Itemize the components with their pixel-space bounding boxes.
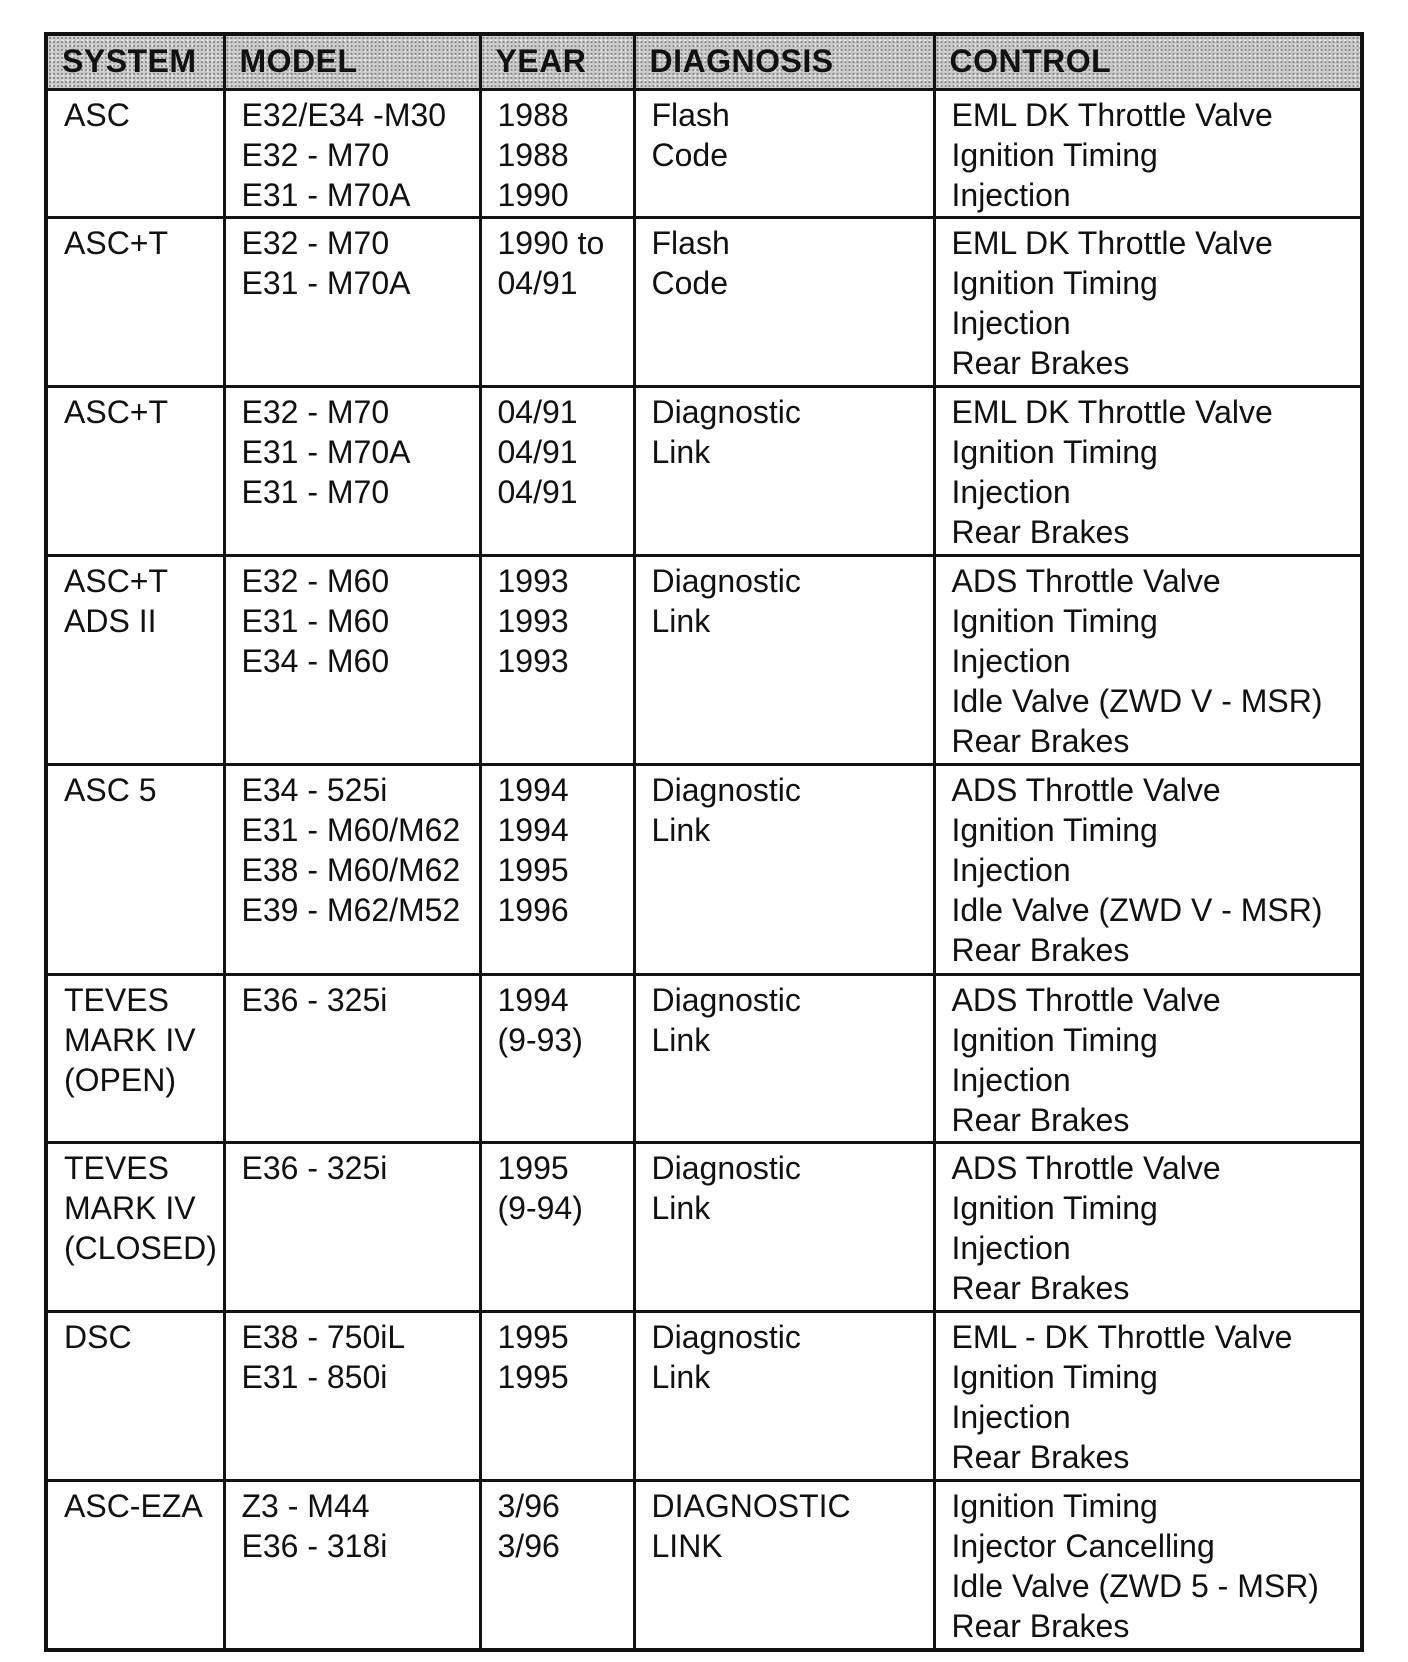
diagnosis-line: Link: [651, 1021, 711, 1058]
model-line: E34 - M60: [241, 643, 390, 680]
system-line: TEVES: [64, 1150, 169, 1187]
cell-year: [480, 1312, 634, 1481]
year-line: 1990 to: [497, 225, 605, 262]
system-line: ADS II: [64, 603, 157, 640]
year-line: 04/91: [497, 474, 578, 511]
diagnosis-line: Flash: [651, 225, 730, 262]
cell-system: [46, 556, 224, 765]
model-line: E31 - 850i: [241, 1359, 388, 1396]
model-line: E32 - M70: [241, 137, 390, 173]
table-header-row: [46, 34, 1362, 90]
control-line: EML DK Throttle Valve: [951, 225, 1273, 262]
header-year: YEAR: [480, 34, 634, 90]
year-line: 04/91: [497, 265, 578, 302]
cell-diagnosis: [634, 1481, 934, 1650]
control-line: EML DK Throttle Valve: [951, 97, 1273, 133]
model-line: E34 - 525i: [241, 772, 388, 809]
cell-system: [46, 218, 224, 387]
control-line: Injection: [951, 1061, 1071, 1098]
system-line: DSC: [64, 1319, 132, 1356]
year-line: 1994: [497, 772, 569, 809]
control-line: Ignition Timing: [951, 1190, 1158, 1227]
diagnosis-line: Code: [651, 137, 728, 173]
cell-model: [224, 974, 480, 1143]
control-line: Ignition Timing: [951, 1488, 1158, 1525]
diagnosis-line: Link: [651, 434, 711, 471]
year-line: (9-93): [497, 1021, 583, 1058]
system-line: TEVES: [64, 981, 169, 1018]
cell-control: [934, 974, 1362, 1143]
diagnosis-line: LINK: [651, 1528, 723, 1565]
cell-diagnosis: [634, 387, 934, 556]
control-line: EML DK Throttle Valve: [951, 394, 1273, 431]
control-line: Rear Brakes: [951, 1439, 1130, 1476]
cell-year: [480, 765, 634, 974]
control-line: Rear Brakes: [951, 1608, 1130, 1645]
year-line: 1994: [497, 812, 569, 849]
model-line: E39 - M62/M52: [241, 892, 461, 929]
year-line: 3/96: [497, 1488, 560, 1525]
header-control: CONTROL: [934, 34, 1362, 90]
cell-system: [46, 1481, 224, 1650]
table-row: [46, 387, 1362, 556]
model-line: E31 - M60: [241, 603, 390, 640]
cell-model: [224, 387, 480, 556]
system-line: MARK IV: [64, 1190, 196, 1227]
control-line: Rear Brakes: [951, 514, 1130, 551]
cell-control: [934, 1481, 1362, 1650]
table-row: [46, 1143, 1362, 1312]
cell-model: [224, 1481, 480, 1650]
model-line: E31 - M70A: [241, 265, 411, 302]
control-line: Ignition Timing: [951, 137, 1158, 173]
control-line: Ignition Timing: [951, 1359, 1158, 1396]
model-line: E36 - 318i: [241, 1528, 388, 1565]
table-row: [46, 974, 1362, 1143]
model-line: E36 - 325i: [241, 981, 388, 1018]
cell-model: [224, 765, 480, 974]
year-line: 1993: [497, 563, 569, 600]
control-line: Rear Brakes: [951, 1270, 1130, 1307]
control-line: Injection: [951, 1399, 1071, 1436]
cell-model: [224, 90, 480, 218]
model-line: E38 - 750iL: [241, 1319, 406, 1356]
year-line: 1993: [497, 603, 569, 640]
system-line: ASC-EZA: [64, 1488, 203, 1525]
model-line: E38 - M60/M62: [241, 852, 461, 889]
model-line: E31 - M70: [241, 474, 390, 511]
diagnosis-line: Diagnostic: [651, 394, 801, 431]
table-body: [46, 90, 1362, 1651]
model-line: E32/E34 -M30: [241, 97, 447, 133]
year-line: 1990: [497, 177, 569, 213]
control-line: Idle Valve (ZWD V - MSR): [951, 892, 1323, 929]
year-line: 1993: [497, 643, 569, 680]
diagnosis-line: Diagnostic: [651, 981, 801, 1018]
table-row: [46, 1481, 1362, 1650]
cell-year: [480, 556, 634, 765]
system-line: ASC: [64, 97, 130, 133]
control-line: Rear Brakes: [951, 932, 1130, 969]
year-line: 3/96: [497, 1528, 560, 1565]
model-line: E31 - M70A: [241, 434, 411, 471]
model-line: E31 - M70A: [241, 177, 411, 213]
header-diagnosis: DIAGNOSIS: [634, 34, 934, 90]
cell-control: [934, 1143, 1362, 1312]
system-line: ASC+T: [64, 394, 169, 431]
table-row: [46, 765, 1362, 974]
year-line: 1995: [497, 1319, 569, 1356]
control-line: ADS Throttle Valve: [951, 563, 1221, 600]
system-table: [44, 32, 1364, 1652]
model-line: E32 - M60: [241, 563, 390, 600]
cell-model: [224, 218, 480, 387]
control-line: Injection: [951, 474, 1071, 511]
year-line: 1995: [497, 1359, 569, 1396]
control-line: Rear Brakes: [951, 1101, 1130, 1138]
cell-year: [480, 974, 634, 1143]
cell-control: [934, 90, 1362, 218]
cell-system: [46, 1143, 224, 1312]
cell-year: [480, 387, 634, 556]
system-line: (OPEN): [64, 1061, 176, 1098]
diagnosis-line: Link: [651, 603, 711, 640]
system-line: ASC 5: [64, 772, 157, 809]
year-line: 1996: [497, 892, 569, 929]
cell-diagnosis: [634, 1312, 934, 1481]
diagnosis-line: Diagnostic: [651, 563, 801, 600]
model-line: E32 - M70: [241, 225, 390, 262]
diagnosis-line: Code: [651, 265, 728, 302]
diagnosis-line: Link: [651, 1190, 711, 1227]
control-line: Idle Valve (ZWD 5 - MSR): [951, 1568, 1319, 1605]
cell-year: [480, 1143, 634, 1312]
diagnosis-line: Flash: [651, 97, 730, 133]
model-line: E31 - M60/M62: [241, 812, 461, 849]
control-line: Injection: [951, 177, 1071, 213]
year-line: (9-94): [497, 1190, 583, 1227]
year-line: 1994: [497, 981, 569, 1018]
diagnosis-line: Link: [651, 1359, 711, 1396]
system-line: ASC+T: [64, 225, 169, 262]
cell-control: [934, 765, 1362, 974]
cell-system: [46, 90, 224, 218]
cell-year: [480, 218, 634, 387]
cell-system: [46, 1312, 224, 1481]
control-line: Ignition Timing: [951, 265, 1158, 302]
cell-control: [934, 556, 1362, 765]
diagnosis-line: Diagnostic: [651, 1150, 801, 1187]
cell-diagnosis: [634, 1143, 934, 1312]
cell-model: [224, 1312, 480, 1481]
control-line: Rear Brakes: [951, 723, 1130, 760]
control-line: Ignition Timing: [951, 434, 1158, 471]
model-line: E32 - M70: [241, 394, 390, 431]
cell-model: [224, 1143, 480, 1312]
cell-year: [480, 1481, 634, 1650]
diagnosis-line: Link: [651, 812, 711, 849]
control-line: Injector Cancelling: [951, 1528, 1215, 1565]
control-line: Rear Brakes: [951, 345, 1130, 382]
header-system: SYSTEM: [46, 34, 224, 90]
cell-control: [934, 387, 1362, 556]
cell-control: [934, 218, 1362, 387]
control-line: Ignition Timing: [951, 1021, 1158, 1058]
cell-diagnosis: [634, 90, 934, 218]
control-line: Idle Valve (ZWD V - MSR): [951, 683, 1323, 720]
cell-diagnosis: [634, 765, 934, 974]
table-row: [46, 556, 1362, 765]
control-line: Ignition Timing: [951, 812, 1158, 849]
year-line: 04/91: [497, 394, 578, 431]
table-row: [46, 1312, 1362, 1481]
table-row: [46, 218, 1362, 387]
cell-year: [480, 90, 634, 218]
cell-system: [46, 974, 224, 1143]
control-line: ADS Throttle Valve: [951, 772, 1221, 809]
model-line: Z3 - M44: [241, 1488, 370, 1525]
year-line: 1988: [497, 137, 569, 173]
year-line: 1995: [497, 852, 569, 889]
control-line: ADS Throttle Valve: [951, 981, 1221, 1018]
system-line: MARK IV: [64, 1021, 196, 1058]
diagnosis-line: Diagnostic: [651, 772, 801, 809]
header-model: MODEL: [224, 34, 480, 90]
control-line: ADS Throttle Valve: [951, 1150, 1221, 1187]
control-line: Injection: [951, 1230, 1071, 1267]
cell-diagnosis: [634, 218, 934, 387]
control-line: Injection: [951, 852, 1071, 889]
cell-model: [224, 556, 480, 765]
control-line: Injection: [951, 305, 1071, 342]
cell-system: [46, 387, 224, 556]
system-line: ASC+T: [64, 563, 169, 600]
control-line: Ignition Timing: [951, 603, 1158, 640]
control-line: EML - DK Throttle Valve: [951, 1319, 1293, 1356]
diagnosis-line: Diagnostic: [651, 1319, 801, 1356]
cell-diagnosis: [634, 974, 934, 1143]
cell-system: [46, 765, 224, 974]
table-row: [46, 90, 1362, 218]
year-line: 04/91: [497, 434, 578, 471]
control-line: Injection: [951, 643, 1071, 680]
model-line: E36 - 325i: [241, 1150, 388, 1187]
cell-control: [934, 1312, 1362, 1481]
year-line: 1995: [497, 1150, 569, 1187]
diagnosis-line: DIAGNOSTIC: [651, 1488, 851, 1525]
year-line: 1988: [497, 97, 569, 133]
cell-diagnosis: [634, 556, 934, 765]
system-line: (CLOSED): [64, 1230, 217, 1267]
